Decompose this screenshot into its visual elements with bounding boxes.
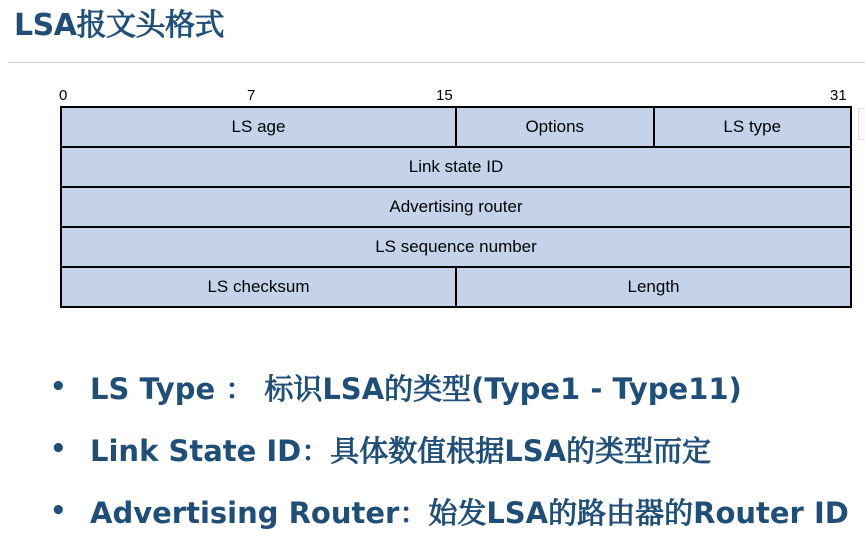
field-length: Length [457,268,852,306]
header-row-1 [62,108,852,148]
header-row-4 [62,228,852,268]
bit-label-31: 31 [830,87,847,104]
bit-label-7: 7 [247,87,256,104]
bit-scale [0,86,865,106]
page-title: LSA报文头格式 [14,8,224,43]
lsa-header-diagram [60,106,852,308]
header-row-3 [62,188,852,228]
bullet-text: Advertising Router：始发LSA的路由器的Router ID [90,495,849,530]
list-item [50,418,849,480]
list-item [50,480,849,542]
bullet-text: Link State ID：具体数值根据LSA的类型而定 [90,433,712,468]
list-item [50,356,849,418]
field-ls-type: LS type [655,108,853,146]
bullet-dot-icon: • [50,496,67,526]
field-ls-age: LS age [62,108,457,146]
description-list [50,356,849,542]
bullet-text: LS Type ： 标识LSA的类型(Type1 - Type11) [90,371,742,406]
bullet-dot-icon: • [50,434,67,464]
header-row-2 [62,148,852,188]
bit-label-15: 15 [436,87,453,104]
bullet-dot-icon: • [50,372,67,402]
field-ls-checksum: LS checksum [62,268,457,306]
slide-edge-handle [858,108,865,140]
title-divider [8,62,865,63]
field-link-state-id: Link state ID [62,148,852,186]
header-row-5 [62,268,852,308]
bit-label-0: 0 [59,87,68,104]
field-options: Options [457,108,655,146]
field-advertising-router: Advertising router [62,188,852,226]
field-ls-sequence-number: LS sequence number [62,228,852,266]
